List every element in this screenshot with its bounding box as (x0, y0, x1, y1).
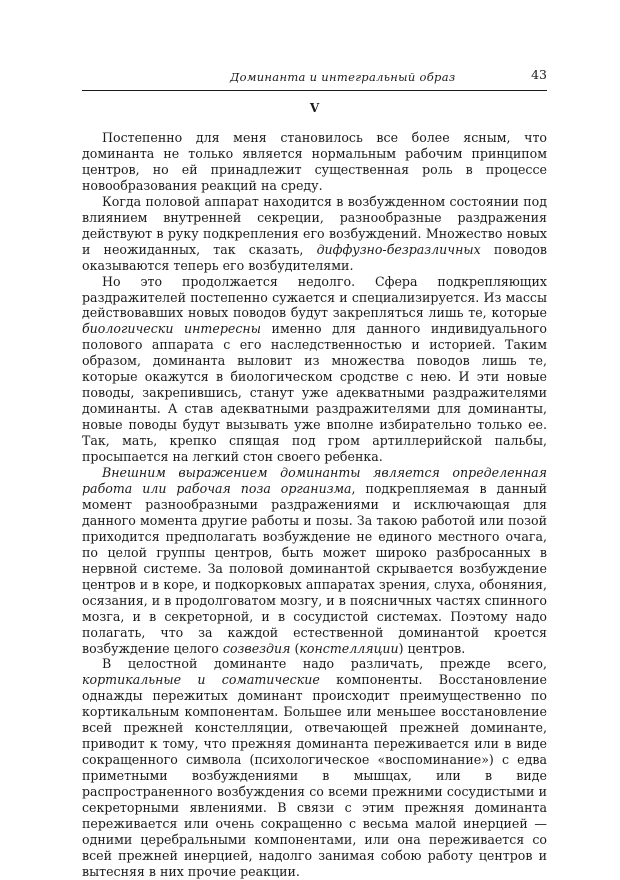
page-number: 43 (531, 67, 547, 82)
paragraph (82, 130, 547, 194)
emphasized-text: Внешним выражением доминанты является определенная работа или рабочая поза организма (82, 465, 547, 496)
emphasized-text: кортикальные и соматические (82, 672, 320, 688)
paragraph-text: ( (290, 640, 300, 656)
paragraph-text: поводов оказываются теперь его возбудителями. (82, 241, 547, 273)
running-head (82, 67, 547, 88)
running-title: Доминанта и интегральный образ (230, 70, 456, 84)
paragraph-text: Постепенно для меня становилось все более ясным, что доминанта не только является нормальным рабочим принципом центров, но ей принадлежит существенная роль в процессе новообразования реакций на среду. (82, 130, 547, 193)
emphasized-text: констелляции (299, 640, 399, 656)
emphasized-text: диффузно-безразличных (316, 241, 481, 257)
paragraph-text: компоненты. Восстановление однажды пережитых доминант происходит преимущественно по кортикальным компонентам. Большее или меньшее восстановление всей прежней констелляции, отвечающей прежней доминанте, приводит к тому, что прежняя доминанта переживается или в виде сокращенного символа (психологическое «воспоминание») с едва приметными возбуждениями в мышцах, или в виде распространенного возбуждения со всеми прежними сосудистыми и секреторными явлениями. В связи с этим прежняя доминанта переживается или очень сокращенно с весьма малой инерцией — одними церебральными компонентами, или она переживается со всей прежней инерцией, надолго занимая собою работу центров и вытесняя в них прочие реакции. (82, 672, 547, 879)
body-text (82, 130, 547, 880)
emphasized-text: созвездия (222, 640, 291, 656)
paragraph-text: Но это продолжается недолго. Сфера подкрепляющих раздражителей постепенно сужается и специализируется. Из массы действовавших новых поводов будут закрепляться лишь те, которые (82, 273, 547, 321)
paragraph (82, 656, 547, 879)
paragraph-text: В целостной доминанте надо различать, прежде всего, (102, 656, 547, 672)
paragraph-text: именно для данного индивидуального полового аппарата с его наследственностью и историей. Таким образом, доминанта выловит из множества поводов лишь те, которые окажутся в биологическом сродстве с нею. И эти новые поводы, закрепившись, станут уже адекватными раздражителями доминанты. А став адекватными раздражителями для доминанты, новые поводы будут вызывать уже вполне избирательно только ее. Так, мать, крепко спящая под гром артиллерийской пальбы, просыпается на легкий стон своего ребенка. (82, 321, 547, 465)
header-rule (82, 90, 547, 91)
paragraph (82, 274, 547, 465)
paragraph-text: Когда половой аппарат находится в возбужденном состоянии под влиянием внутренней секреции, разнообразные раздражения действуют в руку подкрепления его возбуждений. Множество новых и неожиданных, так сказать, (82, 193, 547, 257)
paragraph (82, 194, 547, 274)
emphasized-text: биологически интересны (82, 321, 261, 337)
paragraph-text: ) центров. (398, 640, 466, 656)
paragraph (82, 465, 547, 656)
paragraph-text: , подкрепляемая в данный момент разнообразными раздражениями и исключающая для данного момента другие работы и позы. За такою работой или позой приходится предполагать возбуждение не единого местного очага, по целой группы центров, быть может широко разбросанных в нервной системе. За половой доминантой скрывается возбуждение центров и в коре, и подкорковых аппаратах зрения, слуха, обоняния, осязания, и в продолговатом мозгу, и в поясничных частях спинного мозга, и в секреторной, и в сосудистой системах. Поэтому надо полагать, что за каждой естественной доминантой кроется возбуждение целого (82, 480, 547, 656)
section-numeral: V (309, 101, 320, 115)
